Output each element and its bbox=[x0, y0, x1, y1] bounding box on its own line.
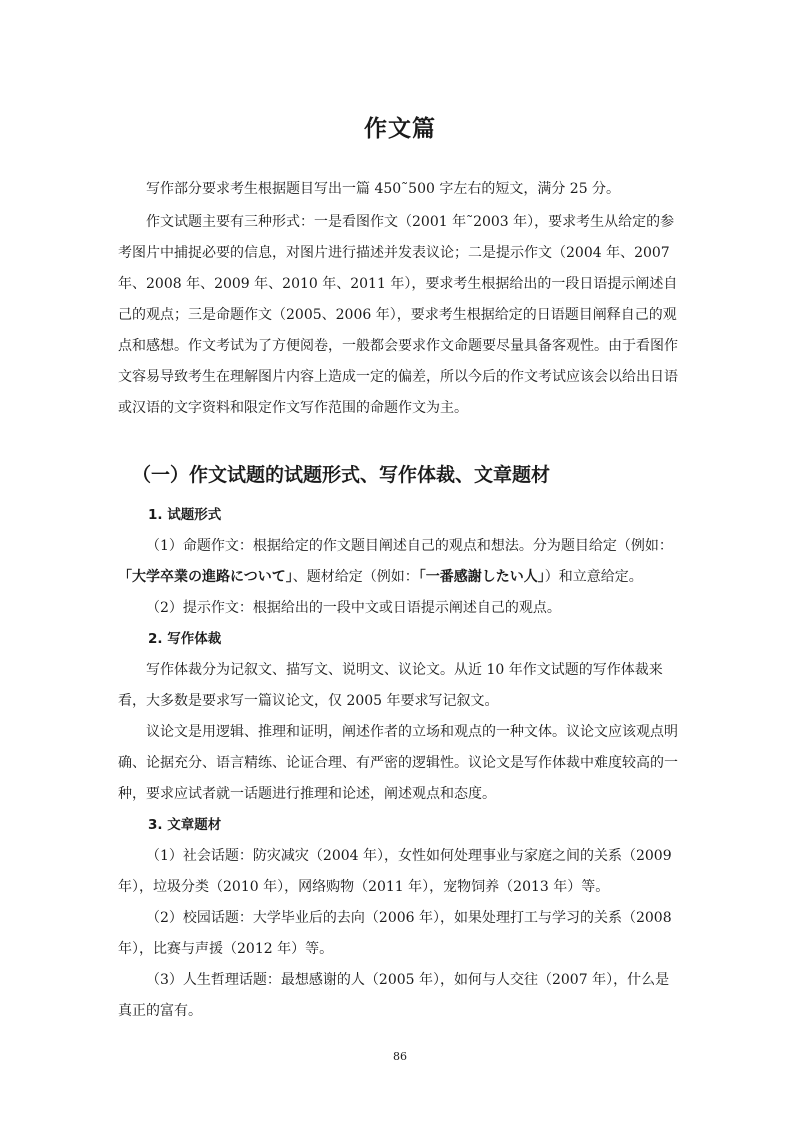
genre-paragraph-1: 写作体裁分为记叙文、描写文、说明文、议论文。从近 10 年作文试题的写作体裁来看，大多数是要求写一篇议论文，仅 2005 年要求写记叙文。 bbox=[118, 662, 663, 709]
topic-item-3: （3）人生哲理话题：最想感谢的人（2005 年），如何与人交往（2007 年），什么是真正的富有。 bbox=[118, 972, 670, 1019]
japanese-example-2: 「一番感謝したい人」 bbox=[418, 569, 545, 585]
page-title: 作文篇 bbox=[364, 115, 436, 142]
genre-paragraph-2: 议论文是用逻辑、推理和证明，阐述作者的立场和观点的一种文体。议论文应该观点明确、论据充分、语言精练、论证合理、有严密的逻辑性。议论文是写作体裁中难度较高的一种，要求应试者就一话题进行推理和论述，阐述观点和态度。 bbox=[118, 724, 678, 802]
format-item-1-text-a: （1）命题作文：根据给定的作文题目阐述自己的观点和想法。分为题目给定（例如： bbox=[146, 538, 673, 554]
page-number: 86 bbox=[393, 1050, 407, 1063]
format-item-1-text-c: ）和立意给定。 bbox=[544, 569, 643, 585]
section-content bbox=[118, 500, 678, 1027]
section-heading: （一）作文试题的试题形式、写作体裁、文章题材 bbox=[132, 464, 551, 486]
topic-item-1: （1）社会话题：防灾减灾（2004 年），女性如何处理事业与家庭之间的关系（2009 年），垃圾分类（2010 年），网络购物（2011 年），宠物饲养（2013 年）等。 bbox=[118, 848, 672, 895]
format-item-1 bbox=[118, 531, 678, 593]
subsection-title-topics: 3. 文章题材 bbox=[148, 817, 222, 833]
topic-item-2: （2）校园话题：大学毕业后的去向（2006 年），如果处理打工与学习的关系（2008 年），比赛与声援（2012 年）等。 bbox=[118, 910, 672, 957]
intro-section bbox=[118, 174, 678, 424]
intro-paragraph-2: 作文试题主要有三种形式：一是看图作文（2001 年˜2003 年），要求考生从给定的参考图片中捕捉必要的信息，对图片进行描述并发表议论；二是提示作文（2004 年、2007 年、2008 年、2009 年、2010 年、2011 年），要求考生根据给出的一段日语提示阐述自己的观点；三是命题作文（2005、2006 年），要求考生根据给定的日语题目阐释自己的观点和感想。作文考试为了方便阅卷，一般都会要求作文命题要尽量具备客观性。由于看图作文容易导致考生在理解图片内容上造成一定的偏差，所以今后的作文考试应该会以给出日语或汉语的文字资料和限定作文写作范围的命题作文为主。 bbox=[118, 214, 678, 416]
intro-paragraph-1: 写作部分要求考生根据题目写出一篇 450˜500 字左右的短文，满分 25 分。 bbox=[146, 181, 621, 197]
format-item-1-text-b: 、题材给定（例如： bbox=[292, 569, 419, 585]
japanese-example-1: 「大学卒業の進路について」 bbox=[118, 569, 293, 585]
subsection-title-genre: 2. 写作体裁 bbox=[148, 631, 222, 647]
subsection-title-format: 1. 试题形式 bbox=[148, 507, 222, 523]
format-item-2: （2）提示作文：根据给出的一段中文或日语提示阐述自己的观点。 bbox=[146, 600, 561, 616]
